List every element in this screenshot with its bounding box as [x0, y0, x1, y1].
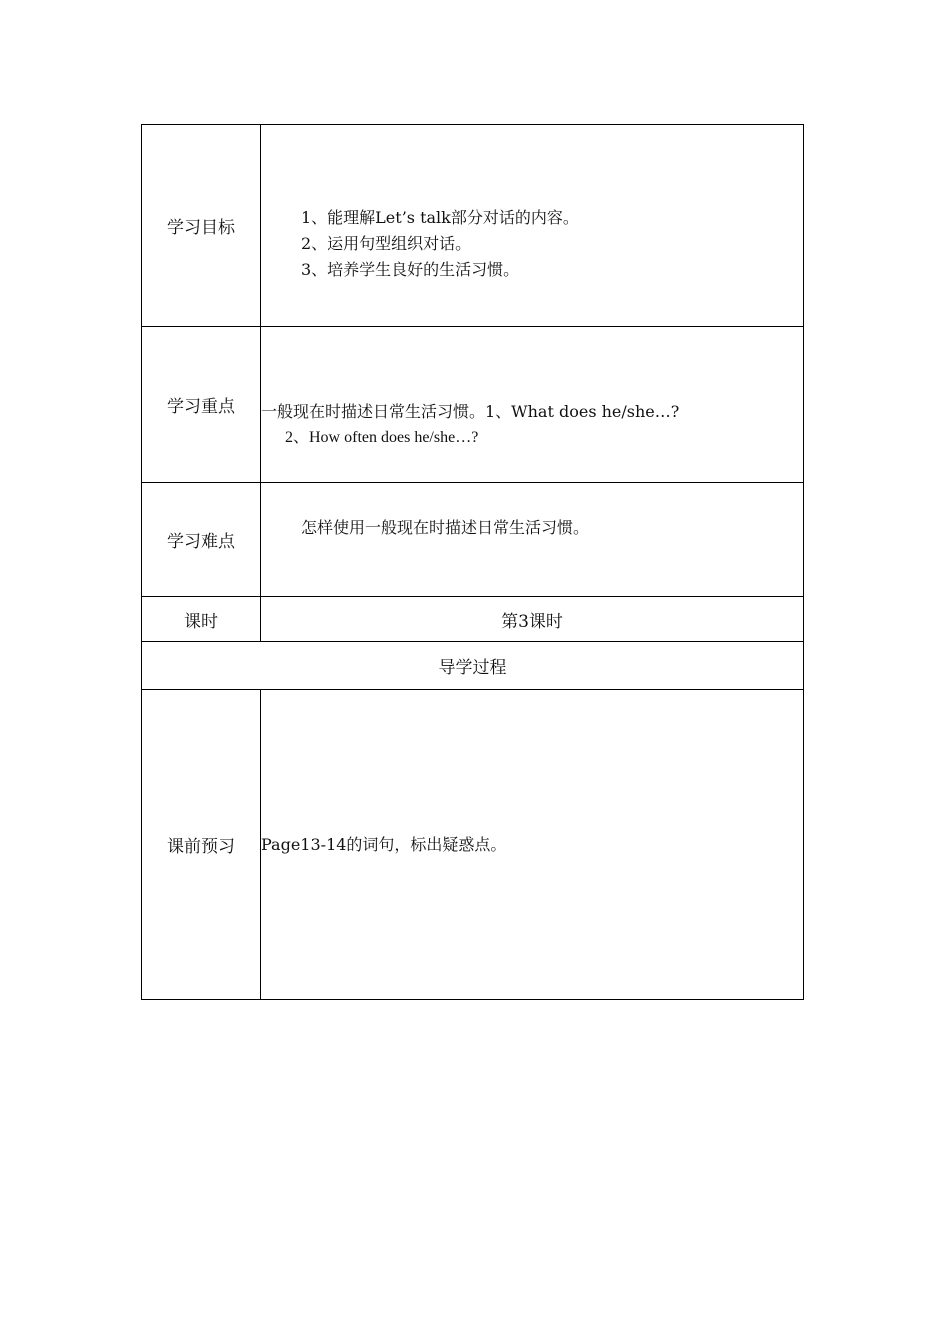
preview-line-1: Page13-14的词句，标出疑惑点。 — [261, 835, 507, 854]
lesson-plan-table — [141, 124, 804, 1000]
difficulties-line-1: 怎样使用一般现在时描述日常生活习惯。 — [301, 518, 590, 537]
key-points-line-1: 一般现在时描述日常生活习惯。1、What does he/she…? — [261, 402, 680, 421]
period-value: 第3课时 — [501, 611, 563, 632]
preview-label: 课前预习 — [167, 837, 235, 857]
key-points-label: 学习重点 — [167, 397, 235, 417]
key-points-label-cell — [141, 326, 261, 483]
key-points-line-2: 2、How often does he/she…? — [285, 429, 479, 446]
process-title: 导学过程 — [438, 658, 507, 678]
preview-content-cell — [260, 689, 804, 1000]
goals-content-cell — [260, 124, 804, 327]
process-title-cell — [141, 641, 804, 690]
period-value-cell — [260, 596, 804, 642]
goals-label: 学习目标 — [167, 218, 235, 238]
period-label-cell — [141, 596, 261, 642]
goals-line-1: 1、能理解Let’s talk部分对话的内容。 — [301, 208, 579, 227]
preview-label-cell — [141, 689, 261, 1000]
difficulties-label: 学习难点 — [167, 532, 235, 552]
goals-line-3: 3、培养学生良好的生活习惯。 — [301, 260, 520, 279]
difficulties-label-cell — [141, 482, 261, 597]
period-label: 课时 — [184, 611, 218, 632]
goals-line-2: 2、运用句型组织对话。 — [301, 234, 472, 253]
key-points-content-cell — [260, 326, 804, 483]
goals-label-cell — [141, 124, 261, 327]
difficulties-content-cell — [260, 482, 804, 597]
